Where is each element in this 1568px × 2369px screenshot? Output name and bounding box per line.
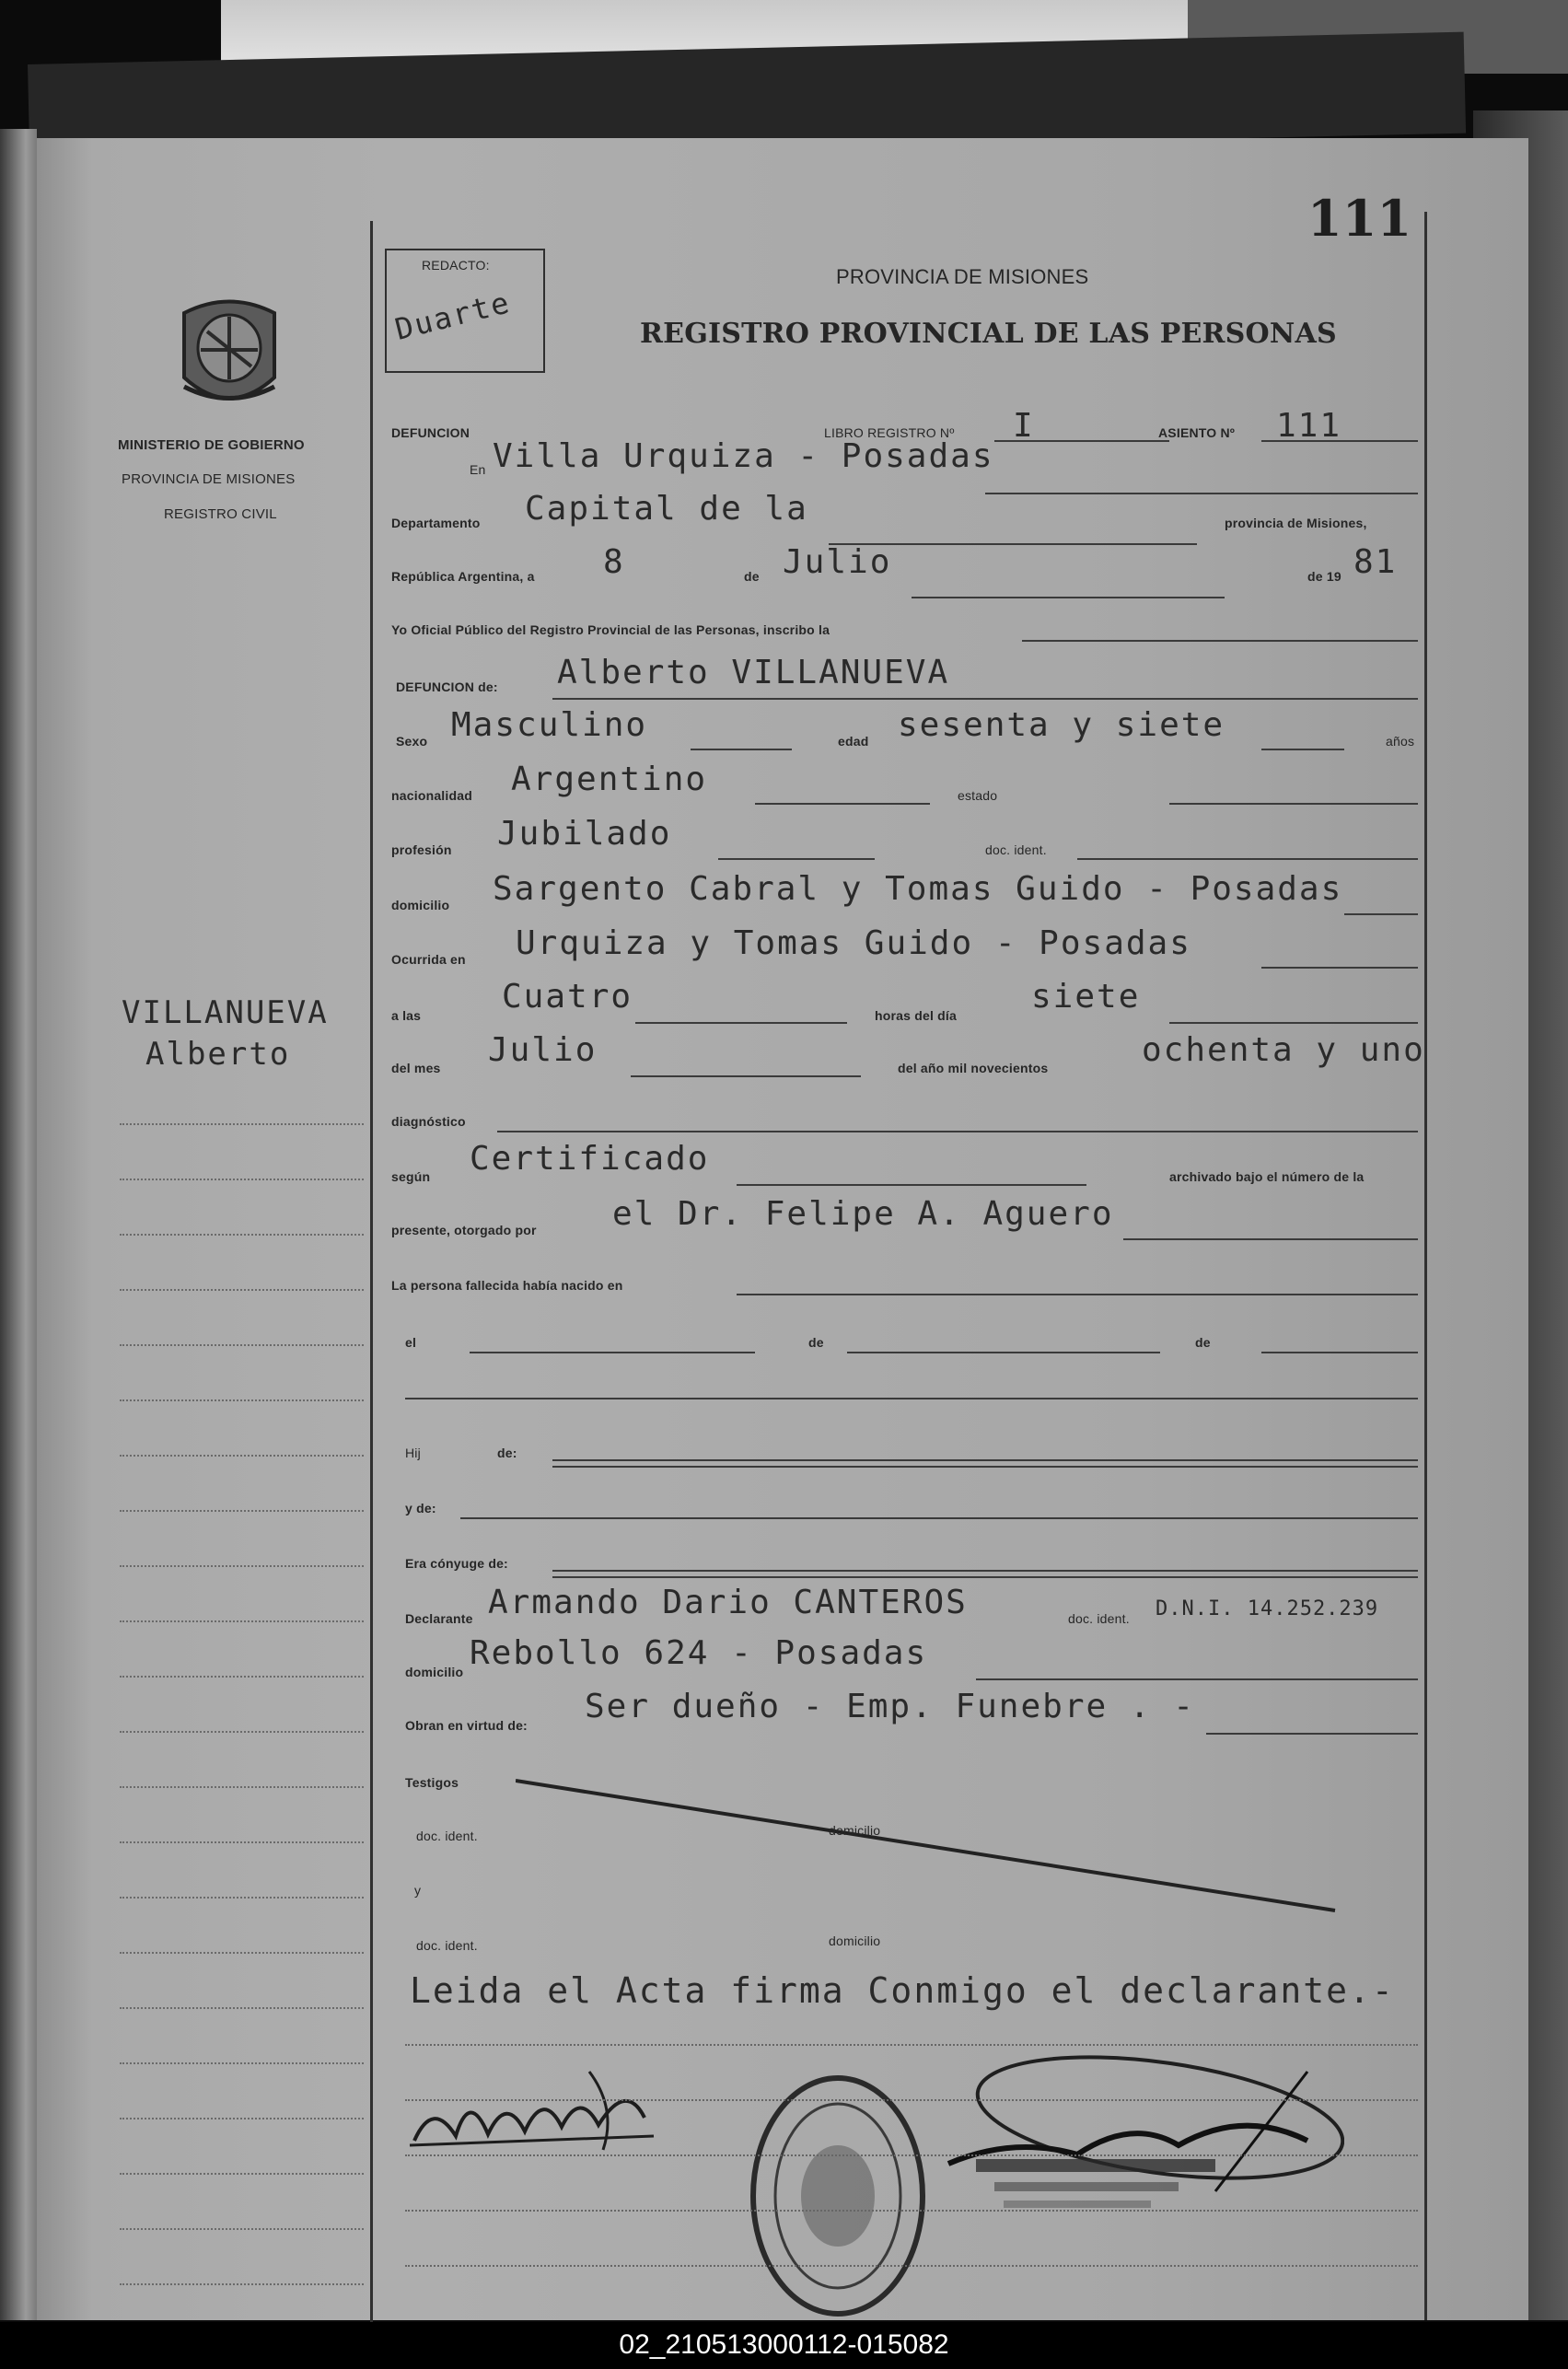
testigos-strike-line xyxy=(516,1777,1344,1915)
margin-dotted-line xyxy=(120,1344,364,1346)
decl-doc-label: doc. ident. xyxy=(1068,1611,1130,1626)
defuncion-de-value: Alberto VILLANUEVA xyxy=(557,654,950,691)
a-las-label: a las xyxy=(391,1008,422,1023)
declarante-value: Armando Dario CANTEROS xyxy=(488,1584,968,1621)
margin-dotted-line xyxy=(120,1399,364,1401)
en-value: Villa Urquiza - Posadas xyxy=(493,437,994,475)
nacionalidad-field-line xyxy=(755,803,930,805)
anio-value: 81 xyxy=(1353,543,1398,581)
dia-value: 8 xyxy=(603,543,625,581)
oficial-text: Yo Oficial Público del Registro Provincial de las Personas, inscribo la xyxy=(391,622,830,637)
estado-label: estado xyxy=(958,788,998,803)
del-anio-label: del año mil novecientos xyxy=(898,1061,1049,1075)
y-de-label: y de: xyxy=(405,1501,436,1515)
del-mes-value: Julio xyxy=(488,1031,598,1069)
margin-dotted-line xyxy=(120,1731,364,1733)
mes-field-line xyxy=(912,597,1225,598)
redacto-value: Duarte xyxy=(391,285,515,347)
signature-declarant xyxy=(405,2062,663,2164)
decl-domicilio-label: domicilio xyxy=(405,1665,464,1679)
official-round-stamp xyxy=(746,2072,930,2320)
libro-field-line xyxy=(994,440,1169,442)
testigo-doc-1-label: doc. ident. xyxy=(416,1829,478,1843)
estado-field-line xyxy=(1169,803,1418,805)
segun-label: según xyxy=(391,1169,431,1184)
margin-name: Alberto xyxy=(145,1036,291,1073)
registry-heading: REGISTRO PROVINCIAL DE LAS PERSONAS xyxy=(640,318,1337,350)
del-anio-value: ochenta y uno xyxy=(1142,1031,1425,1069)
nacido-label: La persona fallecida había nacido en xyxy=(391,1278,623,1293)
horas-value: siete xyxy=(1031,978,1141,1016)
testigo-y-label: y xyxy=(414,1883,422,1898)
margin-dotted-line xyxy=(120,1676,364,1678)
margin-rule xyxy=(370,221,373,2329)
conyuge-label: Era cónyuge de: xyxy=(405,1556,508,1571)
asiento-field-line xyxy=(1261,440,1418,442)
margin-dotted-line xyxy=(120,1786,364,1788)
del-mes-field-line xyxy=(631,1075,861,1077)
a-las-field-line xyxy=(635,1022,847,1024)
diagnostico-field-line xyxy=(497,1131,1418,1132)
ocurrida-field-line xyxy=(1261,967,1418,969)
testigos-label: Testigos xyxy=(405,1775,459,1790)
lower-ruled-line xyxy=(405,2044,1418,2046)
margin-surname: VILLANUEVA xyxy=(122,994,329,1031)
de2-field-line xyxy=(1261,1352,1418,1353)
defuncion-de-label: DEFUNCION de: xyxy=(396,679,498,694)
anio-label: de 19 xyxy=(1307,569,1342,584)
asiento-label: ASIENTO Nº xyxy=(1158,425,1236,440)
lower-ruled-line xyxy=(405,2099,1418,2101)
margin-dotted-line xyxy=(120,1289,364,1291)
margin-dotted-line xyxy=(120,1620,364,1622)
diagnostico-label: diagnóstico xyxy=(391,1114,466,1129)
edad-value: sesenta y siete xyxy=(898,706,1225,744)
register-page xyxy=(37,138,1528,2320)
margin-dotted-line xyxy=(120,1234,364,1236)
ministry-line-2: PROVINCIA DE MISIONES xyxy=(122,471,296,487)
obran-value: Ser dueño - Emp. Funebre . - xyxy=(585,1688,1195,1725)
margin-dotted-line xyxy=(120,2007,364,2009)
provincia-suffix: provincia de Misiones, xyxy=(1225,516,1367,530)
departamento-label: Departamento xyxy=(391,516,481,530)
sexo-label: Sexo xyxy=(396,734,428,749)
el-label: el xyxy=(405,1335,417,1350)
testigo-dom-2-label: domicilio xyxy=(829,1934,881,1948)
en-label: En xyxy=(470,462,486,477)
de-label: de xyxy=(744,569,760,584)
nacido-field-line xyxy=(737,1294,1418,1295)
sexo-value: Masculino xyxy=(451,706,648,744)
libro-value: I xyxy=(1013,407,1035,445)
presente-field-line xyxy=(1123,1238,1418,1240)
edad-label: edad xyxy=(838,734,869,749)
ocurrida-label: Ocurrida en xyxy=(391,952,466,967)
sexo-field-line xyxy=(691,749,792,750)
declarante-label: Declarante xyxy=(405,1611,473,1626)
y-de-field-line xyxy=(460,1517,1418,1519)
de1-label: de xyxy=(808,1335,824,1350)
libro-label: LIBRO REGISTRO Nº xyxy=(824,425,955,440)
redacto-label: REDACTO: xyxy=(422,258,490,273)
margin-dotted-line xyxy=(120,1841,364,1843)
hij-de-label: de: xyxy=(497,1446,517,1460)
el-field-line xyxy=(470,1352,755,1353)
del-mes-label: del mes xyxy=(391,1061,441,1075)
margin-dotted-line xyxy=(120,1897,364,1899)
doc-label: doc. ident. xyxy=(985,842,1047,857)
nacionalidad-value: Argentino xyxy=(511,761,708,798)
asiento-value: 111 xyxy=(1276,407,1342,445)
margin-dotted-line xyxy=(120,1510,364,1512)
margin-dotted-line xyxy=(120,1952,364,1954)
margin-dotted-line xyxy=(120,1179,364,1180)
defuncion-label: DEFUNCION xyxy=(391,425,470,440)
anos-label: años xyxy=(1386,734,1415,749)
margin-dotted-line xyxy=(120,2283,364,2285)
horas-field-line xyxy=(1169,1022,1418,1024)
decl-domicilio-field-line xyxy=(976,1678,1418,1680)
ministry-line-1: MINISTERIO DE GOBIERNO xyxy=(118,437,305,453)
testigo-doc-2-label: doc. ident. xyxy=(416,1938,478,1953)
conyuge-field-line-2 xyxy=(552,1576,1418,1578)
archivado-label: archivado bajo el número de la xyxy=(1169,1169,1365,1184)
edad-field-line xyxy=(1261,749,1344,750)
conyuge-field-line xyxy=(552,1570,1418,1572)
presente-value: el Dr. Felipe A. Aguero xyxy=(612,1195,1114,1233)
ministry-line-3: REGISTRO CIVIL xyxy=(164,506,277,522)
segun-value: Certificado xyxy=(470,1140,710,1178)
margin-dotted-line xyxy=(120,2173,364,2175)
de1-field-line xyxy=(847,1352,1160,1353)
hij-field-line xyxy=(552,1459,1418,1461)
a-las-value: Cuatro xyxy=(502,978,633,1016)
ocurrida-value: Urquiza y Tomas Guido - Posadas xyxy=(516,924,1191,962)
margin-dotted-line xyxy=(120,2062,364,2064)
margin-dotted-line xyxy=(120,1565,364,1567)
coat-of-arms-icon xyxy=(175,295,284,414)
margin-dotted-line xyxy=(120,2118,364,2119)
province-heading: PROVINCIA DE MISIONES xyxy=(836,265,1089,288)
mes-value: Julio xyxy=(783,543,892,581)
hij-label: Hij xyxy=(405,1446,421,1460)
margin-dotted-line xyxy=(120,1455,364,1457)
departamento-value: Capital de la xyxy=(525,490,808,528)
closing-statement: Leida el Acta firma Conmigo el declarante.- xyxy=(410,1970,1395,2011)
doc-field-line xyxy=(1077,858,1418,860)
domicilio-label: domicilio xyxy=(391,898,450,912)
horas-label: horas del día xyxy=(875,1008,957,1023)
profesion-value: Jubilado xyxy=(497,815,672,853)
image-caption: 02_210513000112-015082 xyxy=(619,2329,949,2360)
book-spine-edge xyxy=(0,129,37,2320)
obran-field-line xyxy=(1206,1733,1418,1735)
domicilio-field-line xyxy=(1344,913,1418,915)
page-number: 111 xyxy=(1307,189,1412,248)
right-rule xyxy=(1424,212,1427,2320)
blank-field-line xyxy=(405,1398,1418,1399)
official-signature-stamp xyxy=(939,2053,1344,2219)
lower-ruled-line xyxy=(405,2210,1418,2212)
decl-domicilio-value: Rebollo 624 - Posadas xyxy=(470,1634,928,1672)
nacionalidad-label: nacionalidad xyxy=(391,788,472,803)
margin-dotted-line xyxy=(120,1123,364,1125)
redacto-box xyxy=(385,249,545,373)
profesion-label: profesión xyxy=(391,842,452,857)
domicilio-value: Sargento Cabral y Tomas Guido - Posadas xyxy=(493,870,1343,908)
profesion-field-line xyxy=(718,858,875,860)
margin-dotted-line xyxy=(120,2228,364,2230)
lower-ruled-line xyxy=(405,2265,1418,2267)
segun-field-line xyxy=(737,1184,1086,1186)
republica-label: República Argentina, a xyxy=(391,569,535,584)
oficial-field-line xyxy=(1022,640,1418,642)
obran-label: Obran en virtud de: xyxy=(405,1718,528,1733)
hij-field-line-2 xyxy=(552,1466,1418,1468)
decl-doc-value: D.N.I. 14.252.239 xyxy=(1156,1597,1379,1620)
defuncion-de-field-line xyxy=(552,698,1418,700)
testigo-dom-1-label: domicilio xyxy=(829,1823,881,1838)
lower-ruled-line xyxy=(405,2154,1418,2156)
de2-label: de xyxy=(1195,1335,1211,1350)
presente-label: presente, otorgado por xyxy=(391,1223,537,1237)
en-field-line xyxy=(985,493,1418,494)
